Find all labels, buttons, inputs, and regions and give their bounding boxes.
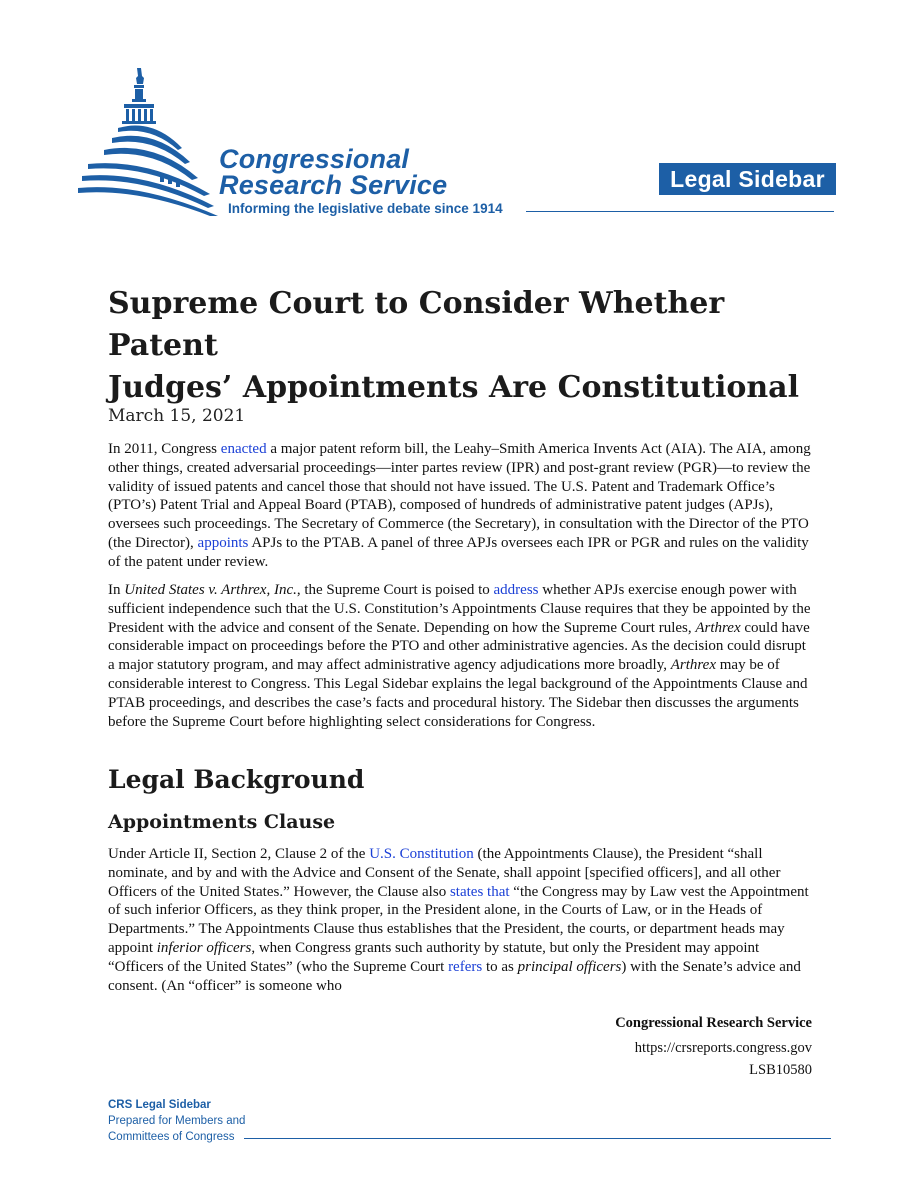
subsection-heading: Appointments Clause [108,811,336,833]
case-short-name: Arthrex [695,619,741,636]
p2-text-5: may be of considerable interest to Congress. This Legal Sidebar explains the legal background of the Appointments Clause and PTAB proceedings, and describes the case’s facts and procedural history. The Sidebar then discusses the arguments before the Supreme Court before highlighting select considerations for Congress. [108,657,808,730]
p3-text-3: “the Congress may by Law vest the Appointment of such inferior Officers, as they think proper, in the President alone, in the Courts of Law, or in the Heads of Departments.” The Appointments Clause thus establishes that the President, the courts, or department heads may appoint [108,883,809,956]
term-principal-officers: principal officers [517,958,622,975]
title-line1: Supreme Court to Consider Whether Patent [108,286,725,363]
link-us-constitution[interactable]: U.S. Constitution [369,846,474,862]
term-inferior-officers: inferior officers [156,939,252,956]
p2-text-1: In [108,582,125,598]
p2-text-4: could have considerable impact on proceedings before the PTO and other administrative agencies. As the decision could disrupt a major statutory program, and may affect administrative agency adjudications more broadly, [108,619,810,674]
crs-capitol-logo-icon [78,66,218,216]
footer-divider [244,1138,831,1139]
p2-text-2: , the Supreme Court is poised to [296,582,494,598]
footer-audience-line1: Prepared for Members and [108,1115,246,1127]
footer-product-label: CRS Legal Sidebar [108,1099,211,1111]
link-enacted[interactable]: enacted [220,441,267,457]
link-refers[interactable]: refers [448,958,483,975]
p1-text-3: APJs to the PTAB. A panel of three APJs oversees each IPR or PGR and rules on the validity of the patent under review. [108,534,809,570]
case-short-name: Arthrex [670,657,716,674]
paragraph-intro [108,440,814,572]
org-name-line2: Research Service [219,170,448,200]
footer-url[interactable]: https://crsreports.congress.gov [634,1040,812,1056]
p3-text-6: ) with the Senate’s advice and consent. (An “officer” is someone who [108,958,801,994]
footer-audience-line2: Committees of Congress [108,1131,235,1143]
p3-text-1: Under Article II, Section 2, Clause 2 of the [108,846,370,862]
p3-text-2: (the Appointments Clause), the President “shall nominate, and by and with the Advice and Consent of the Senate, shall appoint [specified officers], and all other Officers of the United States.” However, the Clause also [108,846,781,900]
report-number: LSB10580 [749,1062,812,1078]
paragraph-appointments-clause [108,845,814,995]
header-divider [526,211,834,212]
publication-date: March 15, 2021 [108,406,246,426]
title-line2: Judges’ Appointments Are Constitutional [108,370,799,405]
legal-sidebar-badge: Legal Sidebar [659,163,836,195]
footer-org-name: Congressional Research Service [615,1015,812,1031]
link-appoints[interactable]: appoints [197,534,249,551]
link-address[interactable]: address [493,582,539,598]
p3-text-5: to as [482,958,518,975]
paragraph-case-overview [108,581,814,731]
p1-text-2: a major patent reform bill, the Leahy–Smith America Invents Act (AIA). The AIA, among other things, created adversarial proceedings—inter partes review (IPR) and post-grant review (PGR)—to review the validity of issued patents and cancel those that should not have issued. The U.S. Patent and Trademark Office’s (PTO’s) Patent Trial and Appeal Board (PTAB), composed of hundreds of administrative patent judges (APJs), oversees such proceedings. The Secretary of Commerce (the Secretary), in consultation with the Director of the PTO (the Director), [108,441,811,551]
link-states-that[interactable]: states that [449,883,510,900]
p1-text-1: In 2011, Congress [108,441,221,457]
org-name-line1: Congressional [219,144,410,174]
org-tagline: Informing the legislative debate since 1914 [228,201,503,216]
p3-text-4: , when Congress grants such authority by statute, but only the President may appoint “Officers of the United States” (who the Supreme Court [108,939,760,975]
p2-text-3: whether APJs exercise enough power with sufficient independence such that the U.S. Constitution’s Appointments Clause requires that they be appointed by the President with the advice and consent of the Senate. Depending on how the Supreme Court rules, [108,582,811,636]
section-heading: Legal Background [108,765,365,794]
case-name: United States v. Arthrex, Inc. [124,582,297,598]
page-title [108,283,828,409]
